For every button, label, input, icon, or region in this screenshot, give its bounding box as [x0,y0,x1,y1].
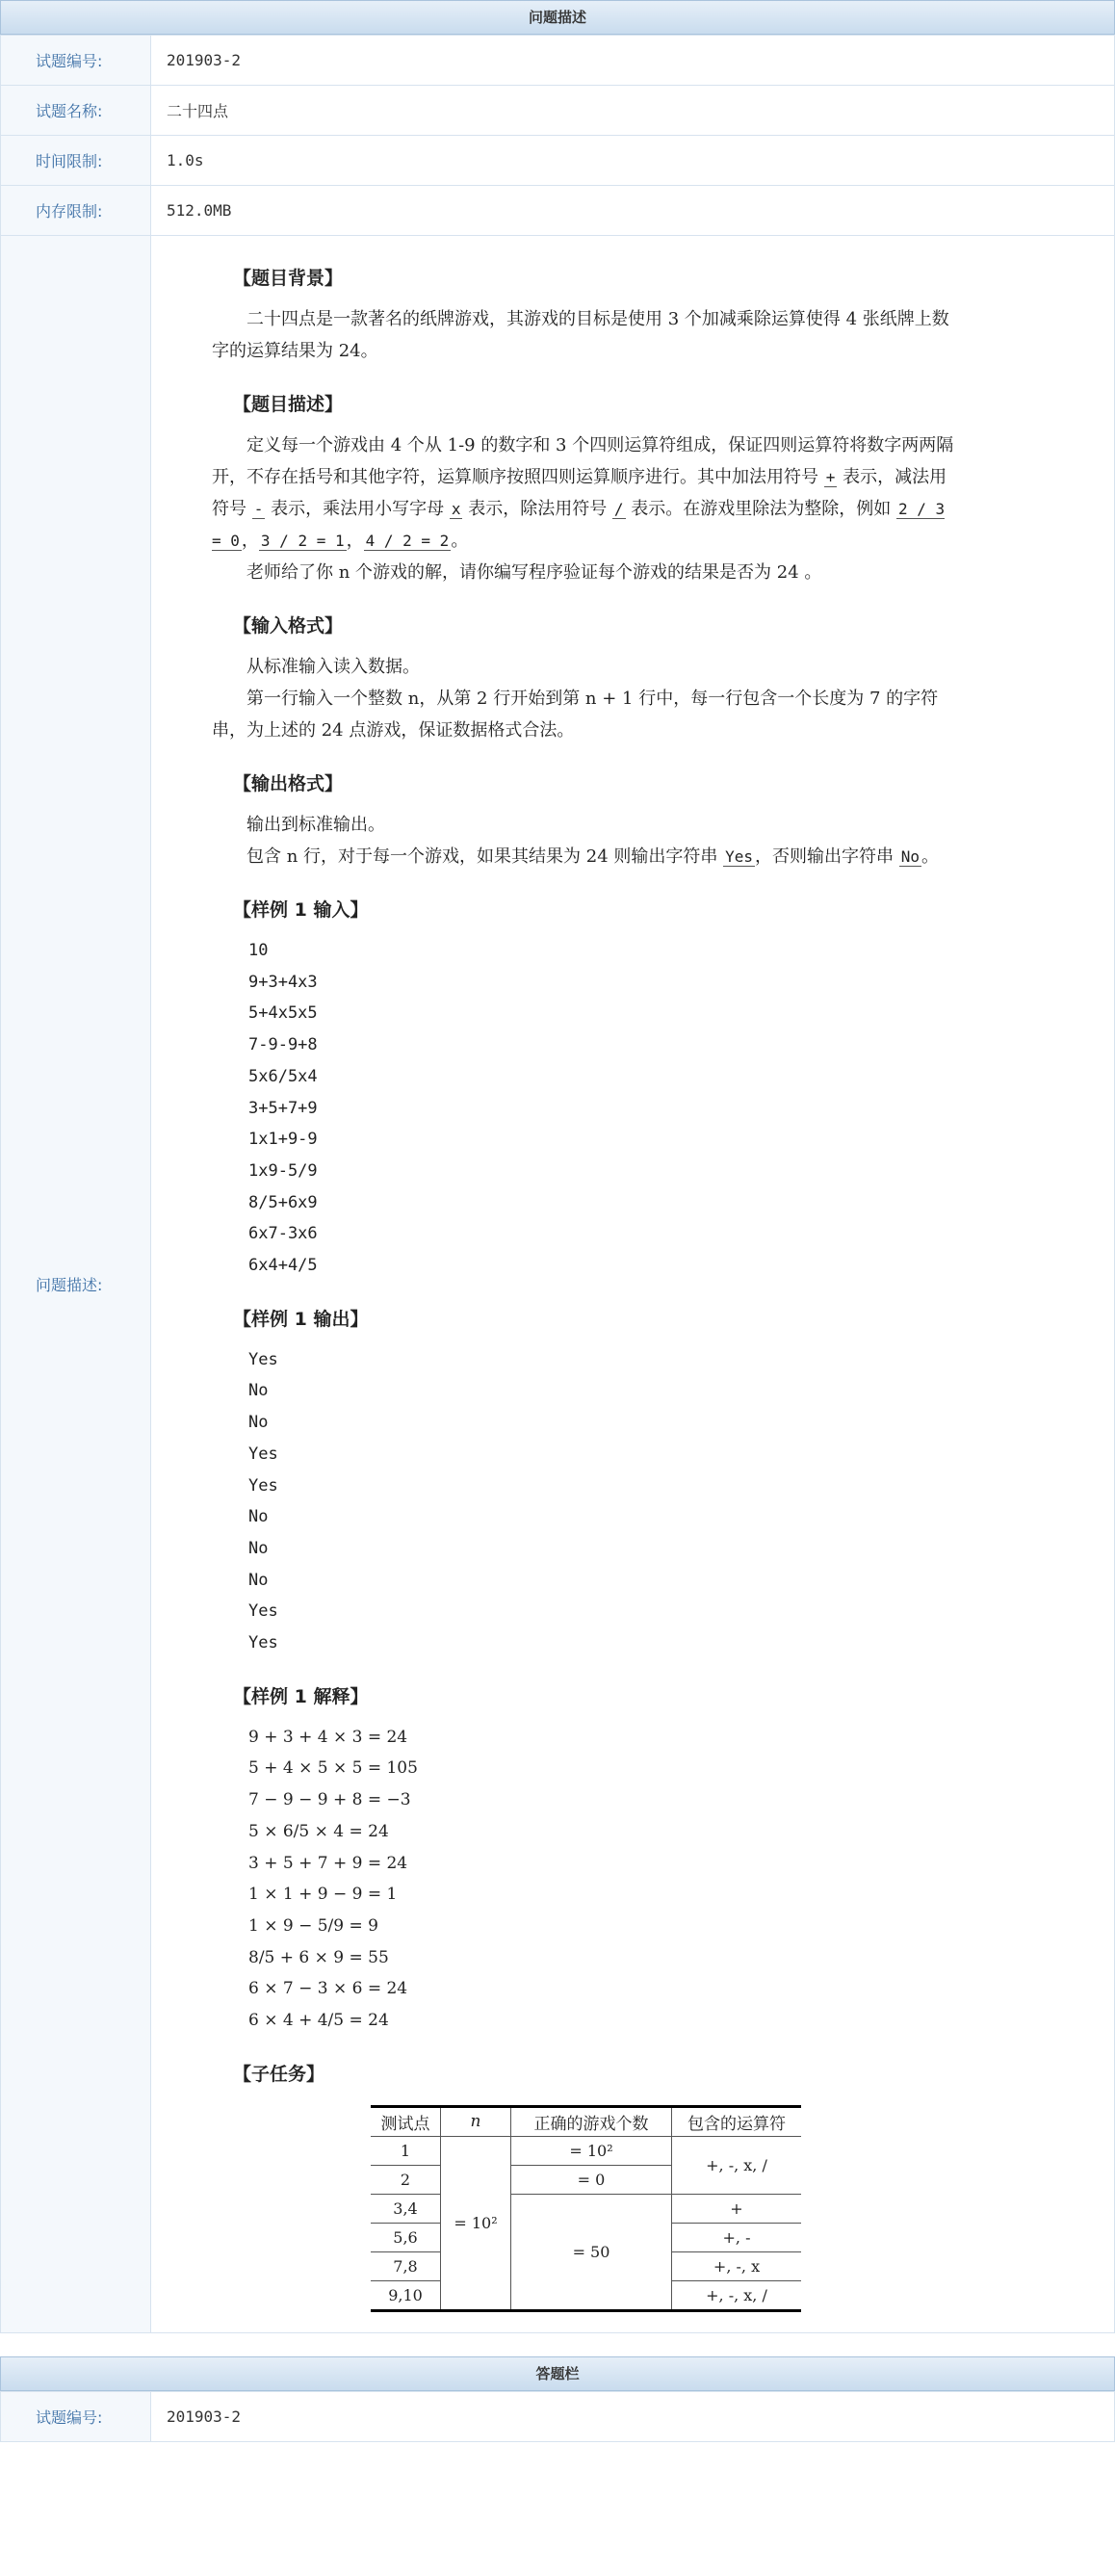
answer-panel-header: 答题栏 [0,2356,1115,2391]
sample-output-line: Yes [248,1475,278,1496]
example-3: 4 / 2 = 2 [365,532,450,550]
subtask-testpoint: 5,6 [371,2223,441,2251]
description-title: 【题目描述】 [233,394,344,415]
sample-output-title: 【样例 1 输出】 [233,1308,369,1330]
sample-input-line: 6x7-3x6 [248,1224,318,1244]
problem-content [152,237,1113,2331]
sample-input-line: 5+4x5x5 [248,1003,318,1024]
subtask-n-value: = 10² [441,2136,511,2310]
sample-output-line: No [248,1413,269,1433]
description-row [1,236,1115,2333]
problem-panel-header: 问题描述 [0,0,1115,35]
answer-info-table [0,2391,1115,2442]
subtask-correct: = 0 [511,2165,672,2194]
problem-id-value: 201903-2 [151,36,1115,86]
output-format-p1: 输出到标准输出。 [246,815,385,835]
sample-input-line: 10 [248,941,269,960]
info-row [1,186,1115,236]
subtask-ops: +, - [672,2223,802,2251]
subtask-header-row [371,2106,801,2136]
sample-input-line: 7-9-9+8 [248,1035,318,1055]
subtask-table [371,2105,801,2312]
problem-name-label: 试题名称: [1,86,151,136]
sample-input-line: 1x1+9-9 [248,1130,318,1150]
sample-input-line: 3+5+7+9 [248,1098,318,1118]
sample-explain-title: 【样例 1 解释】 [233,1685,369,1707]
answer-panel [0,2356,1115,2442]
subtask-header-testpoint: 测试点 [371,2106,441,2136]
subtask-title: 【子任务】 [233,2063,325,2085]
answer-problem-id-label: 试题编号: [1,2391,151,2441]
description-paragraph-1: 定义每一个游戏由 4 个从 1-9 的数字和 3 个四则运算符组成，保证四则运算符将数字两两隔开，不存在括号和其他字符，运算顺序按照四则运算顺序进行。其中加法用符号 + 表示，减法用符号 - 表示，乘法用小写字母 x 表示，除法用符号 / 表示。在游戏里除法为整除，例如 2 / 3 = 0 ， 3 / 2 = 1 ， 4 / 2 = 2 。 [212,435,954,551]
problem-name-value: 二十四点 [151,86,1115,136]
explain-line: 3 + 5 + 7 + 9 = 24 [248,1853,408,1873]
input-format-p1: 从标准输入读入数据。 [246,657,420,677]
sample-input-title: 【样例 1 输入】 [233,899,369,921]
explain-line: 5 + 4 × 5 × 5 = 105 [248,1758,418,1779]
sample-output-line: Yes [248,1633,278,1653]
div-symbol: / [613,500,624,518]
subtask-header-n: n [441,2106,511,2136]
subtask-row [371,2136,801,2165]
time-limit-label: 时间限制: [1,136,151,186]
subtask-testpoint: 7,8 [371,2251,441,2280]
no-literal: No [900,847,921,866]
sample-input-line: 5x6/5x4 [248,1066,318,1086]
subtask-correct: = 50 [511,2194,672,2310]
explain-line: 6 × 7 − 3 × 6 = 24 [248,1979,408,1999]
info-row [1,36,1115,86]
sample-output-line: No [248,1538,269,1558]
yes-literal: Yes [725,847,754,866]
explain-line: 1 × 1 + 9 − 9 = 1 [248,1885,398,1905]
subtask-ops: +, -, x, / [672,2280,802,2310]
plus-symbol: + [825,468,836,486]
sample-output-block [248,1344,1113,1659]
explain-line: 5 × 6/5 × 4 = 24 [248,1821,389,1841]
sample-input-line: 8/5+6x9 [248,1192,318,1212]
subtask-testpoint: 1 [371,2136,441,2165]
answer-problem-id-value: 201903-2 [151,2391,1115,2441]
info-row [1,136,1115,186]
example-1: 2 / 3 = 0 [212,500,946,550]
time-limit-value: 1.0s [151,136,1115,186]
output-format-title: 【输出格式】 [233,773,344,794]
sample-input-block [248,935,1113,1282]
info-row [1,86,1115,136]
subtask-row [371,2194,801,2223]
explain-line: 6 × 4 + 4/5 = 24 [248,2011,389,2031]
sample-input-line: 9+3+4x3 [248,972,318,992]
subtask-header-ops: 包含的运算符 [672,2106,802,2136]
sample-output-line: No [248,1507,269,1527]
sample-input-line: 6x4+4/5 [248,1256,318,1276]
subtask-ops: +, -, x, / [672,2136,802,2194]
sample-input-line: 1x9-5/9 [248,1160,318,1181]
subtask-ops: + [672,2194,802,2223]
description-paragraph-2: 老师给了你 n 个游戏的解，请你编写程序验证每个游戏的结果是否为 24 。 [246,562,822,583]
explain-line: 1 × 9 − 5/9 = 9 [248,1915,378,1936]
subtask-ops: +, -, x [672,2251,802,2280]
input-format-title: 【输入格式】 [233,615,344,637]
memory-limit-label: 内存限制: [1,186,151,236]
subtask-header-correct: 正确的游戏个数 [511,2106,672,2136]
problem-info-table [0,35,1115,2333]
subtask-correct: = 10² [511,2136,672,2165]
description-label: 问题描述: [1,236,151,2333]
sample-output-line: No [248,1570,269,1590]
output-format-p2: 包含 n 行，对于每一个游戏，如果其结果为 24 则输出字符串 Yes ，否则输出字符串 No 。 [246,846,940,867]
info-row [1,2391,1115,2441]
sample-output-line: Yes [248,1444,278,1464]
minus-symbol: - [253,500,264,518]
problem-id-label: 试题编号: [1,36,151,86]
sample-output-line: Yes [248,1349,278,1369]
sample-explain-block [248,1722,1113,2037]
sample-output-line: Yes [248,1601,278,1622]
times-symbol: x [451,500,461,518]
sample-output-line: No [248,1381,269,1401]
explain-line: 7 − 9 − 9 + 8 = −3 [248,1790,411,1810]
subtask-testpoint: 3,4 [371,2194,441,2223]
explain-line: 8/5 + 6 × 9 = 55 [248,1947,389,1967]
memory-limit-value: 512.0MB [151,186,1115,236]
explain-line: 9 + 3 + 4 × 3 = 24 [248,1727,408,1747]
input-format-p2: 第一行输入一个整数 n，从第 2 行开始到第 n + 1 行中，每一行包含一个长度为 7 的字符串，为上述的 24 点游戏，保证数据格式合法。 [212,689,939,741]
background-text: 二十四点是一款著名的纸牌游戏，其游戏的目标是使用 3 个加减乘除运算使得 4 张纸牌上数字的运算结果为 24。 [212,309,949,361]
example-2: 3 / 2 = 1 [260,532,345,550]
subtask-testpoint: 9,10 [371,2280,441,2310]
subtask-testpoint: 2 [371,2165,441,2194]
background-title: 【题目背景】 [233,268,344,289]
description-cell [151,236,1115,2333]
